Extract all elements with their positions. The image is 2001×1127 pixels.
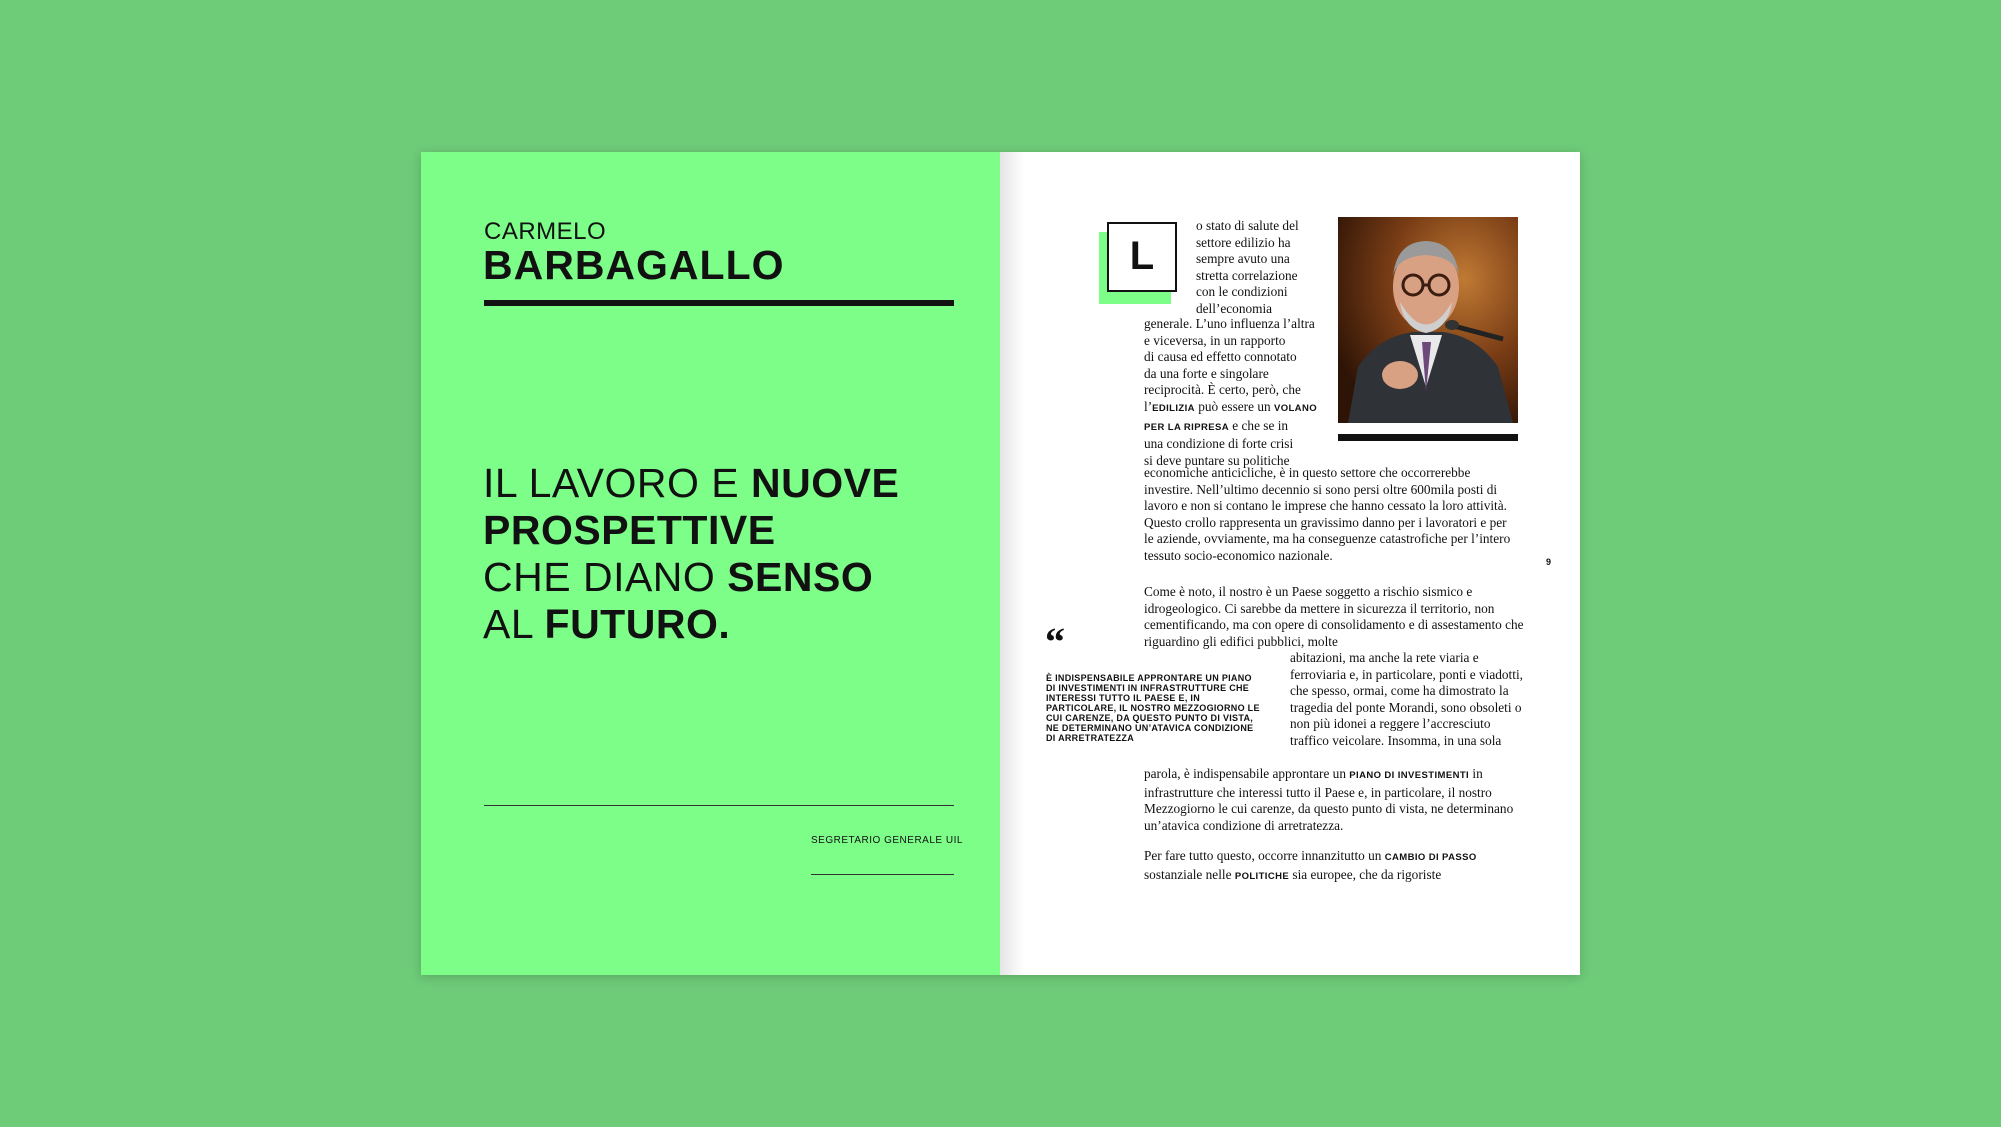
- text-line: con le condizioni: [1196, 284, 1288, 300]
- right-page: [1000, 152, 1580, 975]
- text-line: generale. L’uno influenza l’altra: [1144, 316, 1315, 331]
- headline-line: PROSPETTIVE: [483, 507, 776, 553]
- author-first-name: CARMELO: [484, 218, 607, 245]
- body-paragraph: abitazioni, ma anche la rete viaria e ferroviaria e, in particolare, ponti e viadotti, che spesso, ormai, come ha dimostrato la tragedia del ponte Morandi, sono obsoleti o non più idonei a reggere l’accresciuto traffico veicolare. Insomma, in una sola: [1290, 650, 1523, 748]
- pull-quote: È INDISPENSABILE APPRONTARE UN PIANO DI INVESTIMENTI IN INFRASTRUTTURE CHE INTERESSI TUTTO IL PAESE E, IN PARTICOLARE, IL NOSTRO MEZZOGIORNO LE CUI CARENZE, DA QUESTO PUNTO DI VISTA, NE DETERMINANO UN’ATAVICA CONDIZIONE DI ARRETRATEZZA: [1046, 673, 1260, 743]
- body-paragraph: parola, è indispensabile approntare un PIANO DI INVESTIMENTI in infrastrutture che interessi tutto il Paese e, in particolare, il nostro Mezzogiorno le cui carenze, da questo punto di vista, ne determinano un’atavica condizione di arretratezza.: [1144, 766, 1514, 833]
- headline-line: CHE DIANO SENSO: [483, 554, 874, 600]
- text-line: si deve puntare su politiche: [1144, 452, 1290, 468]
- text-line: PER LA RIPRESA e che se in: [1144, 417, 1289, 433]
- page-gutter: [1000, 152, 1024, 975]
- text-line: e viceversa, in un rapporto: [1144, 332, 1286, 348]
- text-line: stretta correlazione: [1196, 267, 1298, 283]
- text-line: dell’economia: [1196, 300, 1273, 316]
- page-number: 9: [1546, 557, 1552, 567]
- text-line: l’EDILIZIA può essere un VOLANO: [1144, 398, 1317, 414]
- body-paragraph: Per fare tutto questo, occorre innanzitutto un CAMBIO DI PASSO sostanziale nelle POLITICHE sia europee, che da rigoriste: [1144, 848, 1477, 882]
- drop-cap: L: [1107, 222, 1177, 292]
- author-last-name: BARBAGALLO: [483, 242, 785, 288]
- body-paragraph: [1196, 218, 1336, 318]
- headline-line: IL LAVORO E NUOVE: [483, 460, 900, 506]
- body-paragraph: economiche anticicliche, è in questo settore che occorrerebbe investire. Nell’ultimo decennio si sono persi oltre 600mila posti di lavoro e non si contano le imprese che hanno cessato la loro attività. Questo crollo rappresenta un gravissimo danno per i lavoratori e per le aziende, ovviamente, ma ha conseguenze catastrofiche per l’intero tessuto socio-economico nazionale.: [1144, 465, 1511, 563]
- text-line: una condizione di forte crisi: [1144, 436, 1294, 452]
- body-paragraph: [1144, 316, 1340, 469]
- name-underline: [484, 300, 954, 306]
- text-line: o stato di salute del: [1196, 218, 1299, 233]
- text-line: sempre avuto una: [1196, 251, 1290, 267]
- headline-line: AL FUTURO.: [483, 601, 731, 647]
- divider: [811, 874, 954, 875]
- magazine-spread: [421, 152, 1580, 975]
- photo-underline: [1338, 434, 1518, 441]
- text-line: da una forte e singolare: [1144, 365, 1269, 381]
- text-line: reciprocità. È certo, però, che: [1144, 382, 1301, 398]
- author-role: SEGRETARIO GENERALE UIL: [811, 835, 963, 846]
- body-paragraph: Come è noto, il nostro è un Paese soggetto a rischio sismico e idrogeologico. Ci sarebbe da mettere in sicurezza il territorio, non cementificando, ma con opere di consolidamento e di assestamento che riguardino gli edifici pubblici, molte: [1144, 584, 1524, 649]
- portrait-illustration: [1338, 217, 1518, 423]
- portrait-photo: [1338, 217, 1518, 423]
- headline: [483, 460, 963, 648]
- text-line: di causa ed effetto connotato: [1144, 349, 1297, 365]
- left-page: [421, 152, 1000, 975]
- quote-mark-icon: “: [1045, 619, 1065, 664]
- text-line: settore edilizio ha: [1196, 234, 1291, 250]
- divider: [484, 805, 954, 806]
